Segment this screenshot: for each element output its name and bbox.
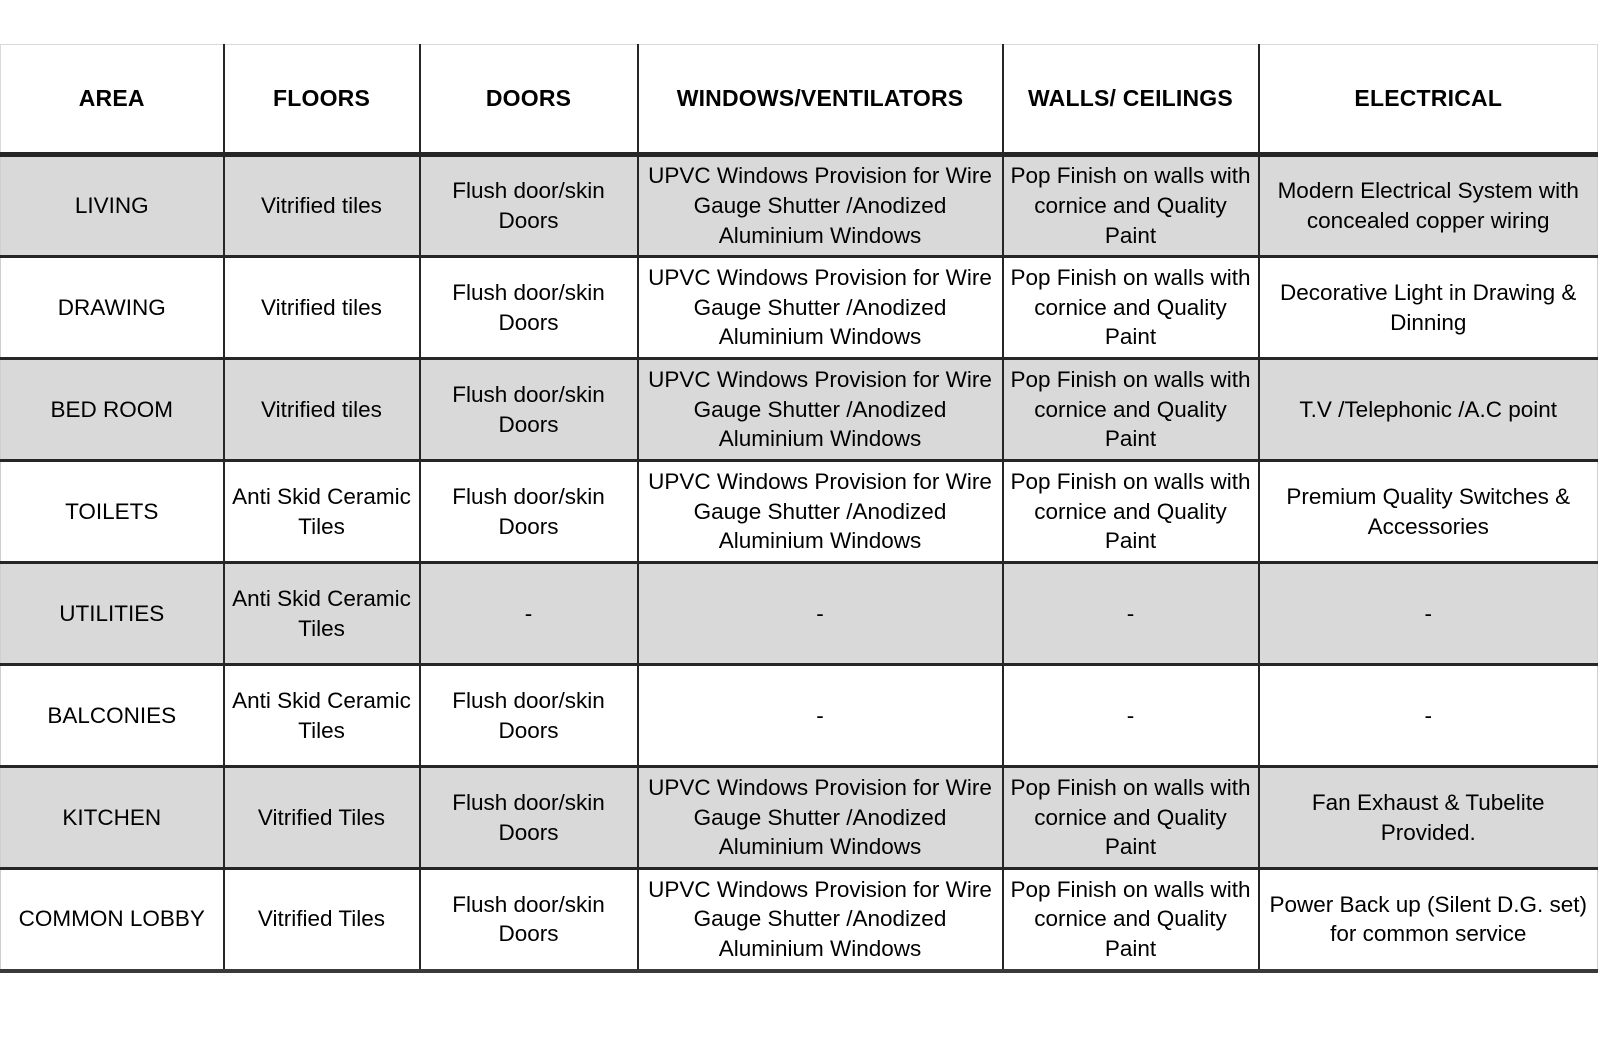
table-cell-electrical: Decorative Light in Drawing & Dinning <box>1259 257 1598 359</box>
table-cell-doors: Flush door/skin Doors <box>420 461 638 563</box>
column-header-walls: WALLS/ CEILINGS <box>1003 45 1259 155</box>
table-cell-electrical: Fan Exhaust & Tubelite Provided. <box>1259 767 1598 869</box>
table-cell-area: LIVING <box>1 155 224 257</box>
table-cell-walls: Pop Finish on walls with cornice and Quality Paint <box>1003 767 1259 869</box>
table-cell-doors: Flush door/skin Doors <box>420 767 638 869</box>
table-cell-walls: Pop Finish on walls with cornice and Quality Paint <box>1003 359 1259 461</box>
column-header-windows: WINDOWS/VENTILATORS <box>638 45 1003 155</box>
column-header-doors: DOORS <box>420 45 638 155</box>
table-cell-floors: Vitrified tiles <box>224 359 420 461</box>
table-cell-windows: UPVC Windows Provision for Wire Gauge Shutter /Anodized Aluminium Windows <box>638 461 1003 563</box>
table-cell-electrical: Power Back up (Silent D.G. set) for common service <box>1259 869 1598 971</box>
table-cell-windows: UPVC Windows Provision for Wire Gauge Shutter /Anodized Aluminium Windows <box>638 869 1003 971</box>
table-row <box>1 359 1598 461</box>
table-cell-floors: Vitrified Tiles <box>224 869 420 971</box>
column-header-electrical: ELECTRICAL <box>1259 45 1598 155</box>
table-cell-electrical: Modern Electrical System with concealed copper wiring <box>1259 155 1598 257</box>
table-cell-electrical: - <box>1259 563 1598 665</box>
table-cell-doors: - <box>420 563 638 665</box>
specifications-table <box>0 44 1598 973</box>
column-header-area: AREA <box>1 45 224 155</box>
table-cell-walls: - <box>1003 665 1259 767</box>
table-cell-floors: Anti Skid Ceramic Tiles <box>224 461 420 563</box>
table-cell-windows: UPVC Windows Provision for Wire Gauge Shutter /Anodized Aluminium Windows <box>638 155 1003 257</box>
table-cell-area: KITCHEN <box>1 767 224 869</box>
table-row <box>1 869 1598 971</box>
table-cell-floors: Vitrified tiles <box>224 257 420 359</box>
table-cell-floors: Anti Skid Ceramic Tiles <box>224 563 420 665</box>
table-row <box>1 767 1598 869</box>
table-cell-area: BED ROOM <box>1 359 224 461</box>
table-cell-area: DRAWING <box>1 257 224 359</box>
table-cell-windows: UPVC Windows Provision for Wire Gauge Shutter /Anodized Aluminium Windows <box>638 767 1003 869</box>
table-cell-electrical: Premium Quality Switches & Accessories <box>1259 461 1598 563</box>
column-header-floors: FLOORS <box>224 45 420 155</box>
table-cell-floors: Anti Skid Ceramic Tiles <box>224 665 420 767</box>
table-cell-walls: Pop Finish on walls with cornice and Quality Paint <box>1003 869 1259 971</box>
table-row <box>1 461 1598 563</box>
table-header-row <box>1 45 1598 155</box>
table-cell-area: TOILETS <box>1 461 224 563</box>
table-body <box>1 155 1598 971</box>
table-cell-area: UTILITIES <box>1 563 224 665</box>
table-header <box>1 45 1598 155</box>
table-cell-area: BALCONIES <box>1 665 224 767</box>
table-row <box>1 257 1598 359</box>
table-cell-floors: Vitrified Tiles <box>224 767 420 869</box>
table-cell-doors: Flush door/skin Doors <box>420 359 638 461</box>
table-cell-doors: Flush door/skin Doors <box>420 869 638 971</box>
table-row <box>1 155 1598 257</box>
table-cell-walls: Pop Finish on walls with cornice and Quality Paint <box>1003 257 1259 359</box>
table-cell-windows: UPVC Windows Provision for Wire Gauge Shutter /Anodized Aluminium Windows <box>638 359 1003 461</box>
table-cell-walls: Pop Finish on walls with cornice and Quality Paint <box>1003 461 1259 563</box>
table-cell-windows: - <box>638 665 1003 767</box>
table-cell-doors: Flush door/skin Doors <box>420 665 638 767</box>
table-cell-windows: UPVC Windows Provision for Wire Gauge Shutter /Anodized Aluminium Windows <box>638 257 1003 359</box>
table-cell-doors: Flush door/skin Doors <box>420 257 638 359</box>
table-cell-electrical: T.V /Telephonic /A.C point <box>1259 359 1598 461</box>
table-cell-area: COMMON LOBBY <box>1 869 224 971</box>
specifications-table-container <box>0 44 1600 973</box>
table-cell-walls: Pop Finish on walls with cornice and Quality Paint <box>1003 155 1259 257</box>
table-cell-electrical: - <box>1259 665 1598 767</box>
table-row <box>1 563 1598 665</box>
table-cell-doors: Flush door/skin Doors <box>420 155 638 257</box>
table-cell-floors: Vitrified tiles <box>224 155 420 257</box>
table-cell-windows: - <box>638 563 1003 665</box>
table-row <box>1 665 1598 767</box>
table-cell-walls: - <box>1003 563 1259 665</box>
